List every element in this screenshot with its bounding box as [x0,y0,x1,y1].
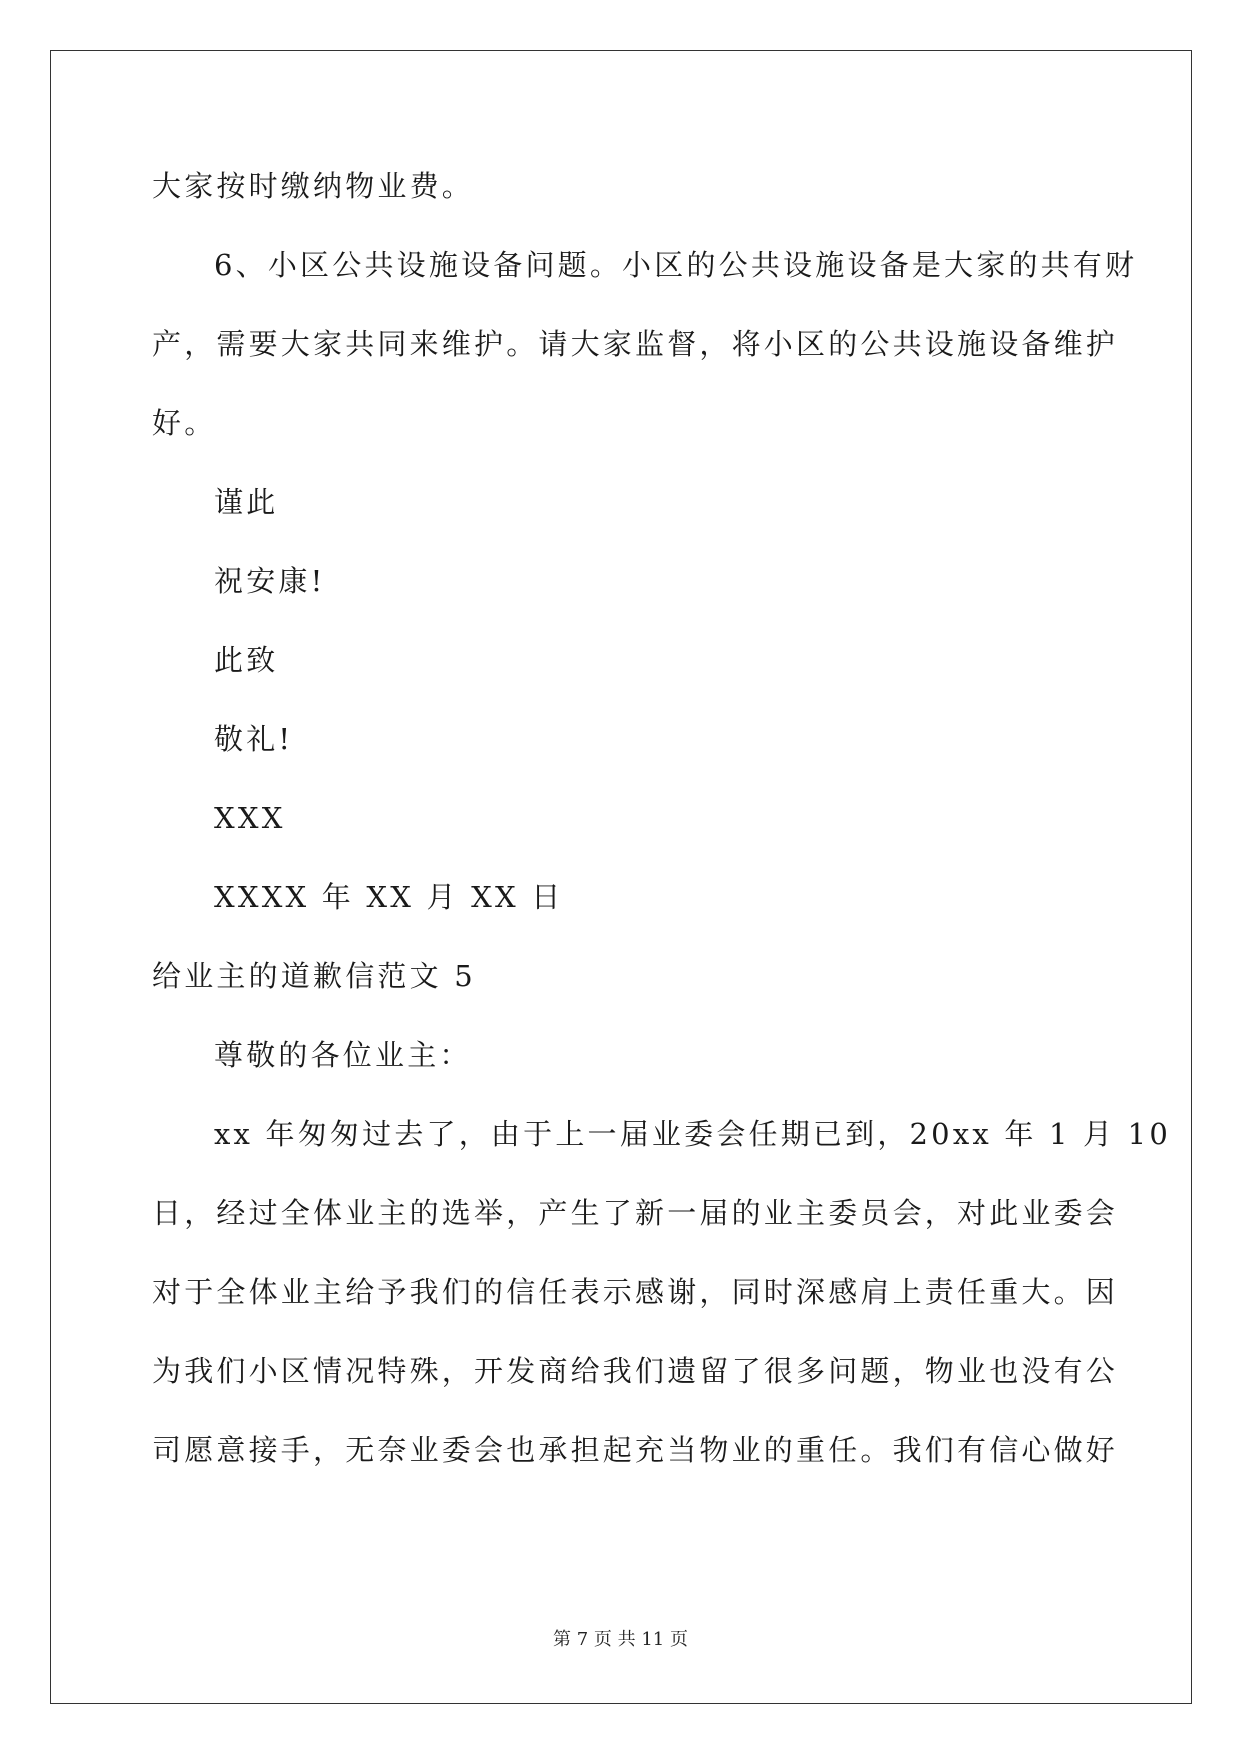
paragraph-line: 对于全体业主给予我们的信任表示感谢，同时深感肩上责任重大。因 [152,1275,1119,1309]
paragraph-line: 6、小区公共设施设备问题。小区的公共设施设备是大家的共有财 [214,248,1138,282]
paragraph-line: 好。 [152,406,217,440]
signature: XXX [214,801,286,835]
closing-line: 祝安康! [214,564,326,598]
paragraph-line: xx 年匆匆过去了，由于上一届业委会任期已到，20xx 年 1 月 10 [214,1117,1171,1151]
section-title: 给业主的道歉信范文 5 [152,959,476,993]
closing-line: 敬礼! [214,722,294,756]
closing-line: 此致 [214,643,279,677]
closing-line: 谨此 [214,485,279,519]
paragraph-line: 大家按时缴纳物业费。 [152,169,475,203]
paragraph-line: 日，经过全体业主的选举，产生了新一届的业主委员会，对此业委会 [152,1196,1119,1230]
date-line: XXXX 年 XX 月 XX 日 [214,880,564,914]
paragraph-line: 产，需要大家共同来维护。请大家监督，将小区的公共设施设备维护 [152,327,1119,361]
paragraph-line: 司愿意接手，无奈业委会也承担起充当物业的重任。我们有信心做好 [152,1433,1119,1467]
page-number: 第 7 页 共 11 页 [553,1629,688,1650]
salutation: 尊敬的各位业主： [214,1038,472,1072]
paragraph-line: 为我们小区情况特殊，开发商给我们遗留了很多问题，物业也没有公 [152,1354,1119,1388]
